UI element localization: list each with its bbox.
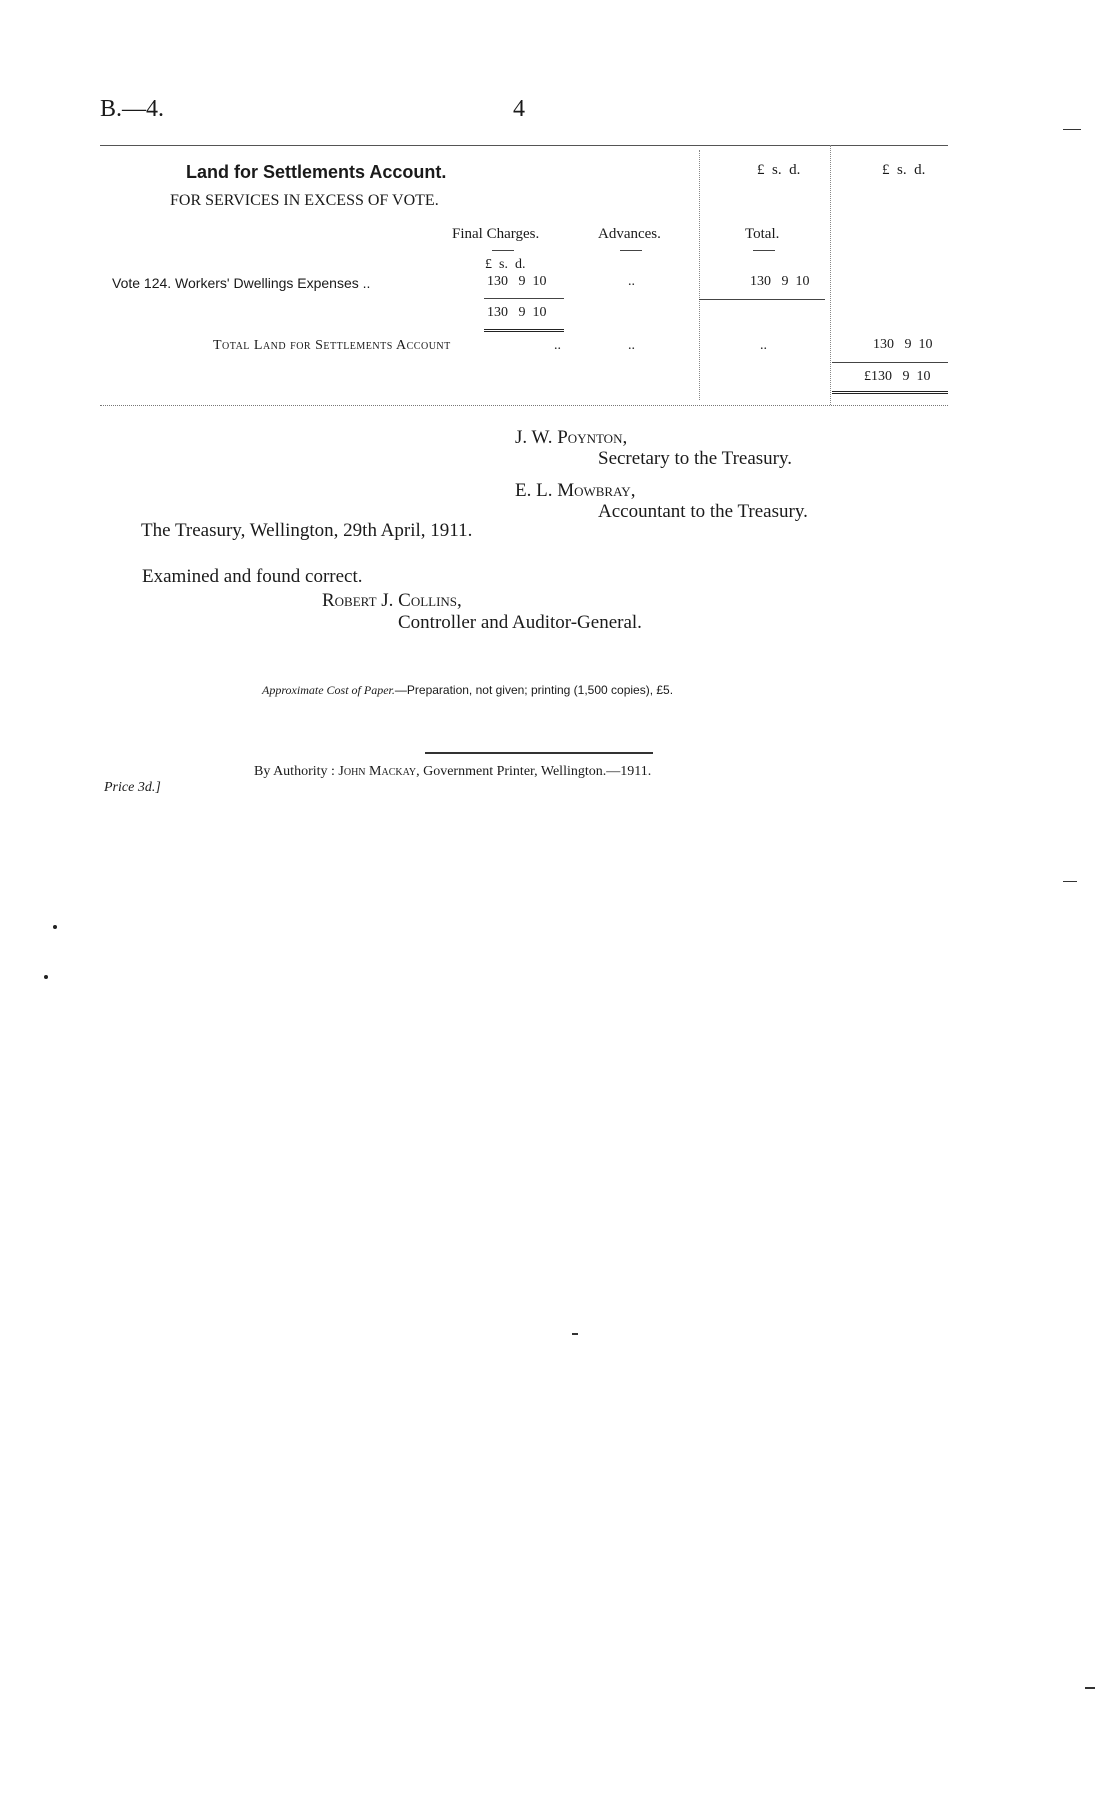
scan-speck bbox=[1063, 129, 1081, 130]
header-underline bbox=[753, 250, 775, 251]
signatory-title: Accountant to the Treasury. bbox=[598, 501, 808, 522]
total-row-amount: 130 9 10 bbox=[873, 337, 933, 352]
cost-of-paper-label: Approximate Cost of Paper. bbox=[262, 683, 395, 697]
column-header-advances: Advances. bbox=[598, 226, 661, 242]
signatory-title: Secretary to the Treasury. bbox=[598, 448, 792, 469]
scan-speck bbox=[44, 975, 48, 979]
table-bottom-rule bbox=[100, 405, 948, 406]
imprint-suffix: Government Printer, Wellington.—1911. bbox=[419, 764, 652, 779]
auditor-title: Controller and Auditor-General. bbox=[398, 612, 642, 633]
document-reference: B.—4. bbox=[100, 96, 165, 122]
total-row-leader: .. bbox=[628, 338, 635, 353]
row-advances: .. bbox=[628, 274, 635, 289]
scan-speck bbox=[53, 925, 57, 929]
table-title: Land for Settlements Account. bbox=[186, 162, 447, 182]
scan-speck bbox=[572, 1333, 578, 1335]
grand-total: £130 9 10 bbox=[864, 369, 931, 384]
place-and-date: The Treasury, Wellington, 29th April, 1911. bbox=[141, 520, 473, 541]
total-row-label: Total Land for Settlements Account bbox=[213, 338, 451, 353]
grand-total-rule bbox=[832, 362, 948, 363]
imprint-prefix: By Authority : bbox=[254, 764, 339, 779]
total-column-rule bbox=[699, 299, 825, 300]
subtotal-rule bbox=[484, 298, 564, 299]
grand-total-double-rule bbox=[832, 391, 948, 394]
signatory-name: E. L. Mowbray, bbox=[515, 480, 636, 501]
page-number: 4 bbox=[513, 96, 525, 122]
subtotal-final-charges: 130 9 10 bbox=[487, 305, 547, 320]
printer-name: John Mackay, bbox=[338, 764, 420, 779]
total-row-leader: .. bbox=[554, 338, 561, 353]
price-note: Price 3d.] bbox=[104, 780, 161, 795]
money-unit-heading: £ s. d. bbox=[757, 162, 801, 178]
printer-imprint bbox=[254, 764, 651, 780]
subtotal-double-rule bbox=[484, 329, 564, 332]
row-final-charges: 130 9 10 bbox=[487, 274, 547, 289]
total-row-leader: .. bbox=[760, 338, 767, 353]
auditor-name: Robert J. Collins, bbox=[322, 590, 462, 611]
final-charges-unit: £ s. d. bbox=[485, 257, 526, 272]
scan-speck bbox=[1063, 881, 1077, 882]
header-underline bbox=[620, 250, 642, 251]
header-underline bbox=[492, 250, 514, 251]
column-header-final-charges: Final Charges. bbox=[452, 226, 540, 242]
cost-of-paper-note bbox=[262, 683, 673, 698]
column-divider-right bbox=[830, 145, 831, 405]
row-total: 130 9 10 bbox=[750, 274, 810, 289]
money-unit-heading: £ s. d. bbox=[882, 162, 926, 178]
signatory-name: J. W. Poynton, bbox=[515, 427, 628, 448]
footer-rule bbox=[425, 752, 653, 754]
column-divider-left bbox=[699, 150, 700, 400]
row-label: Vote 124. Workers' Dwellings Expenses .. bbox=[112, 275, 371, 291]
scan-speck bbox=[1085, 1687, 1095, 1689]
table-top-rule bbox=[100, 145, 948, 146]
audit-statement: Examined and found correct. bbox=[142, 566, 363, 587]
table-subtitle: FOR SERVICES IN EXCESS OF VOTE. bbox=[170, 192, 439, 209]
cost-of-paper-details: —Preparation, not given; printing (1,500 copies), £5. bbox=[394, 683, 674, 697]
column-header-total: Total. bbox=[745, 226, 780, 242]
